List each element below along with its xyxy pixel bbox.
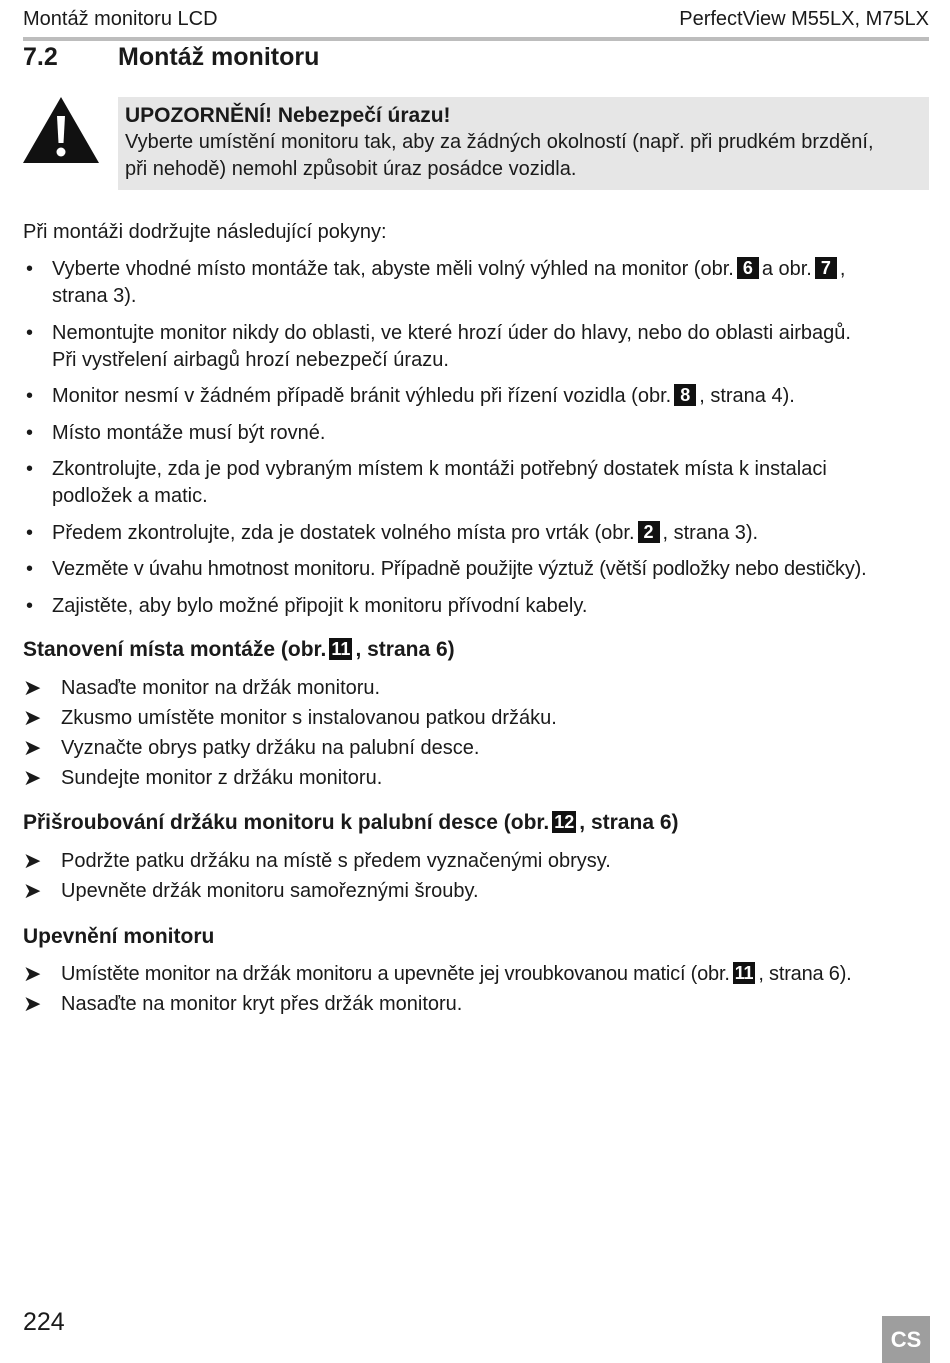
step-item: ➤ Nasaďte na monitor kryt přes držák monitoru. [23,989,943,1019]
section-title [23,43,319,72]
step-item: ➤ Vyznačte obrys patky držáku na palubní desce. [23,733,943,763]
section-heading: Montáž monitoru [118,43,320,71]
list-item: • Vezměte v úvahu hmotnost monitoru. Případně použijte výztuž (větší podložky nebo destičky). [23,556,933,583]
arrow-icon: ➤ [23,961,42,986]
arrow-icon: ➤ [23,705,42,730]
list-item: • Předem zkontrolujte, zda je dostatek volného místa pro vrták (obr. 2 , strana 3). [23,520,933,547]
bullet-icon: • [26,385,34,407]
arrow-icon: ➤ [23,675,42,700]
figure-ref: 12 [554,812,575,832]
bullet-icon: • [26,258,34,280]
list-item: • Místo montáže musí být rovné. [23,420,933,447]
bullet-icon: • [26,458,34,480]
arrow-icon: ➤ [23,848,42,873]
header-rule [23,37,929,41]
subheading-fasten-monitor: Upevnění monitoru [23,925,215,948]
bullet-icon: • [26,594,34,617]
intro-text: Při montáži dodržujte následující pokyny: [23,221,387,243]
step-item: ➤ Umístěte monitor na držák monitoru a upevněte jej vroubkovanou maticí (obr. 11 , strana 6). [23,959,943,989]
step-item: ➤ Upevněte držák monitoru samořeznými šrouby. [23,876,943,906]
language-tab: CS [882,1316,930,1363]
list-item: • Monitor nesmí v žádném případě bránit výhledu při řízení vozidla (obr. 8 , strana 4). [23,383,933,410]
arrow-icon: ➤ [23,878,42,903]
bullet-icon: • [26,421,34,444]
bullet-icon: • [26,321,34,344]
subheading-screw-holder: Přišroubování držáku monitoru k palubní desce (obr. 12 , strana 6) [23,811,679,834]
list-item: • Zajistěte, aby bylo možné připojit k monitoru přívodní kabely. [23,593,933,620]
arrow-icon: ➤ [23,735,42,760]
warning-triangle-icon [22,96,100,164]
warning-title: UPOZORNĚNÍ! Nebezpečí úrazu! [125,104,451,127]
figure-ref: 11 [734,963,754,983]
list-item: • Vyberte vhodné místo montáže tak, abyste měli volný výhled na monitor (obr. 6 a obr. 7 , strana 3). [26,258,846,307]
steps-screw-holder [23,846,943,906]
list-item: • Nemontujte monitor nikdy do oblasti, ve které hrozí úder do hlavy, nebo do oblasti airbagů. Při vystřelení airbagů hrozí nebezpečí úrazu. [26,321,851,371]
page-number: 224 [23,1308,65,1336]
bullet-icon: • [26,521,34,544]
list-item: • Zkontrolujte, zda je pod vybraným místem k montáži potřebný dostatek místa k instalaci podložek a matic. [26,458,827,507]
bullet-icon: • [26,558,33,580]
figure-ref: 11 [331,639,351,659]
steps-fasten-monitor [23,959,943,1019]
subheading-mounting-location: Stanovení místa montáže (obr. 11 , strana 6) [23,638,455,661]
page-header [23,8,929,34]
warning-text-line-2: při nehodě) nemohl způsobit úraz posádce vozidla. [125,158,577,180]
step-item: ➤ Nasaďte monitor na držák monitoru. [23,673,943,703]
header-product: PerfectView M55LX, M75LX [679,8,929,30]
section-number: 7.2 [23,43,58,71]
figure-ref: 8 [674,384,696,406]
figure-ref: 7 [815,257,837,279]
header-chapter: Montáž monitoru LCD [23,8,218,30]
warning-text-line-1: Vyberte umístění monitoru tak, aby za žádných okolností (např. při prudkém brzdění, [125,131,874,153]
figure-ref: 2 [638,521,660,543]
step-item: ➤ Podržte patku držáku na místě s předem vyznačenými obrysy. [23,846,943,876]
step-item: ➤ Zkusmo umístěte monitor s instalovanou patkou držáku. [23,703,943,733]
arrow-icon: ➤ [23,765,42,790]
figure-ref: 6 [737,257,759,279]
warning-box [118,97,929,190]
steps-mounting-location [23,673,943,793]
step-item: ➤ Sundejte monitor z držáku monitoru. [23,763,943,793]
instruction-list [23,256,933,629]
arrow-icon: ➤ [23,991,42,1016]
